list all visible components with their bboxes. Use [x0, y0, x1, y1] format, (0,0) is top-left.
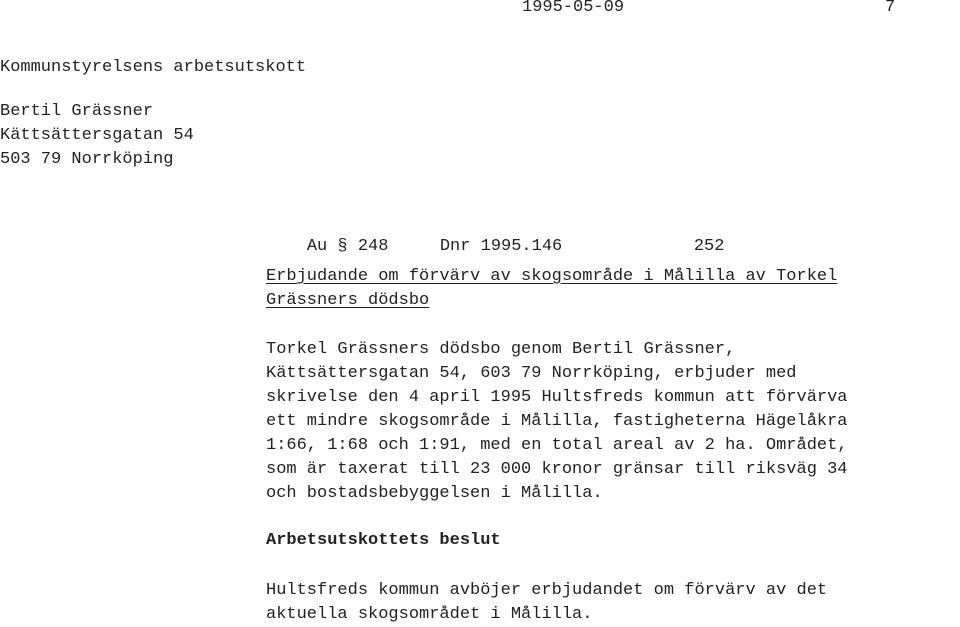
case-number: 252: [693, 237, 725, 256]
dnr-number: Dnr 1995.146: [439, 237, 563, 256]
body-line: skrivelse den 4 april 1995 Hultsfreds kommun att förvärva: [266, 388, 848, 407]
addressee-name: Bertil Grässner: [0, 102, 154, 121]
addressee-postal: 503 79 Norrköping: [0, 150, 174, 169]
body-line: som är taxerat till 23 000 kronor gränsar till riksväg 34: [266, 460, 848, 479]
header-date: 1995-05-09: [522, 0, 625, 17]
decision-heading: Arbetsutskottets beslut: [266, 531, 501, 550]
title-line: Grässners dödsbo: [266, 291, 430, 310]
body-line: Torkel Grässners dödsbo genom Bertil Grässner,: [266, 340, 736, 359]
committee-name: Kommunstyrelsens arbetsutskott: [0, 58, 307, 77]
addressee-street: Kättsättersgatan 54: [0, 126, 194, 145]
decision-line: aktuella skogsområdet i Målilla.: [266, 605, 593, 624]
title-line: Erbjudande om förvärv av skogsområde i Målilla av Torkel: [266, 267, 838, 286]
decision-line: Hultsfreds kommun avböjer erbjudandet om förvärv av det: [266, 581, 828, 600]
body-line: och bostadsbebyggelsen i Målilla.: [266, 484, 603, 503]
body-line: Kättsättersgatan 54, 603 79 Norrköping, erbjuder med: [266, 364, 797, 383]
page-number: 7: [885, 0, 896, 17]
body-line: ett mindre skogsområde i Målilla, fastigheterna Hägelåkra: [266, 412, 848, 431]
au-paragraph: Au § 248: [306, 237, 389, 256]
body-line: 1:66, 1:68 och 1:91, med en total areal av 2 ha. Området,: [266, 436, 848, 455]
